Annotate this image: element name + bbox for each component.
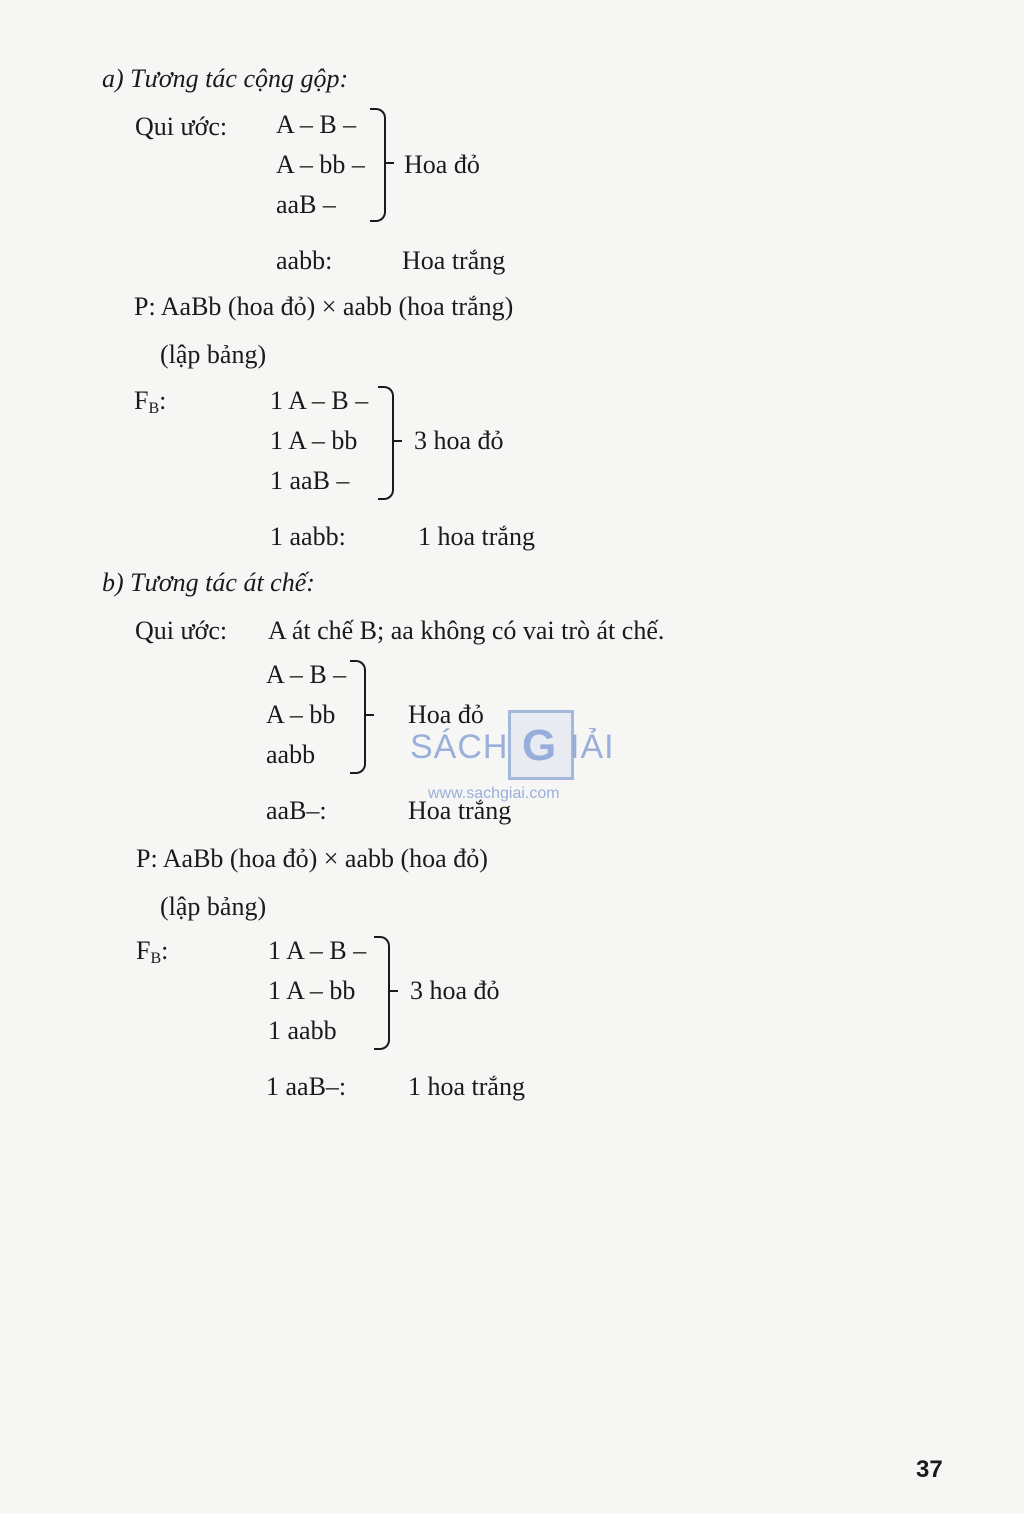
watermark-url: www.sachgiai.com — [428, 785, 560, 802]
convention-label: Qui ước: — [135, 616, 228, 645]
genotype-line: A – B – — [266, 660, 347, 689]
recessive-genotype: aabb: — [276, 246, 333, 275]
fb-genotype: 1 A – bb — [268, 976, 356, 1005]
genotype-line: aaB – — [276, 190, 336, 219]
recessive-phenotype: Hoa trắng — [408, 796, 512, 825]
fb-recessive-phenotype: 1 hoa trắng — [418, 522, 535, 551]
genotype-line: A – B – — [276, 110, 357, 139]
fb-genotype: 1 aabb — [268, 1016, 337, 1045]
group-phenotype: Hoa đỏ — [404, 150, 480, 179]
table-note: (lập bảng) — [160, 340, 267, 369]
brace — [378, 386, 394, 500]
recessive-genotype: aaB–: — [266, 796, 327, 825]
brace — [350, 660, 366, 774]
watermark-brand-right: IẢI — [570, 728, 615, 766]
watermark-brand-g: G — [522, 721, 557, 770]
fb-genotype: 1 A – bb — [270, 426, 358, 455]
parent-cross: P: AaBb (hoa đỏ) × aabb (hoa đỏ) — [136, 844, 488, 873]
brace — [370, 108, 386, 222]
fb-label: FB: — [134, 386, 167, 417]
fb-group-phenotype: 3 hoa đỏ — [410, 976, 500, 1005]
brace-tip — [366, 714, 374, 716]
recessive-phenotype: Hoa trắng — [402, 246, 506, 275]
fb-genotype: 1 aaB – — [270, 466, 350, 495]
fb-recessive-phenotype: 1 hoa trắng — [408, 1072, 525, 1101]
watermark-logo — [410, 708, 620, 780]
section-b-heading: b) Tương tác át chế: — [102, 568, 315, 597]
fb-label: FB: — [136, 936, 169, 967]
genotype-line: aabb — [266, 740, 316, 769]
genotype-line: A – bb — [266, 700, 336, 729]
brace-tip — [390, 990, 398, 992]
brace — [374, 936, 390, 1050]
convention-label: Qui ước: — [135, 112, 228, 141]
fb-genotype: 1 A – B – — [270, 386, 369, 415]
brace-tip — [394, 440, 402, 442]
genotype-line: A – bb – — [276, 150, 365, 179]
page-number: 37 — [916, 1456, 943, 1483]
convention-text: A át chế B; aa không có vai trò át chế. — [268, 616, 665, 645]
section-a-heading: a) Tương tác cộng gộp: — [102, 64, 349, 93]
fb-recessive-genotype: 1 aaB–: — [266, 1072, 347, 1101]
table-note: (lập bảng) — [160, 892, 267, 921]
fb-recessive-genotype: 1 aabb: — [270, 522, 346, 551]
fb-group-phenotype: 3 hoa đỏ — [414, 426, 504, 455]
fb-genotype: 1 A – B – — [268, 936, 367, 965]
brace-tip — [386, 162, 394, 164]
parent-cross: P: AaBb (hoa đỏ) × aabb (hoa trắng) — [134, 292, 514, 321]
group-phenotype: Hoa đỏ — [408, 700, 484, 729]
watermark-brand-left: SÁCH — [410, 728, 509, 766]
